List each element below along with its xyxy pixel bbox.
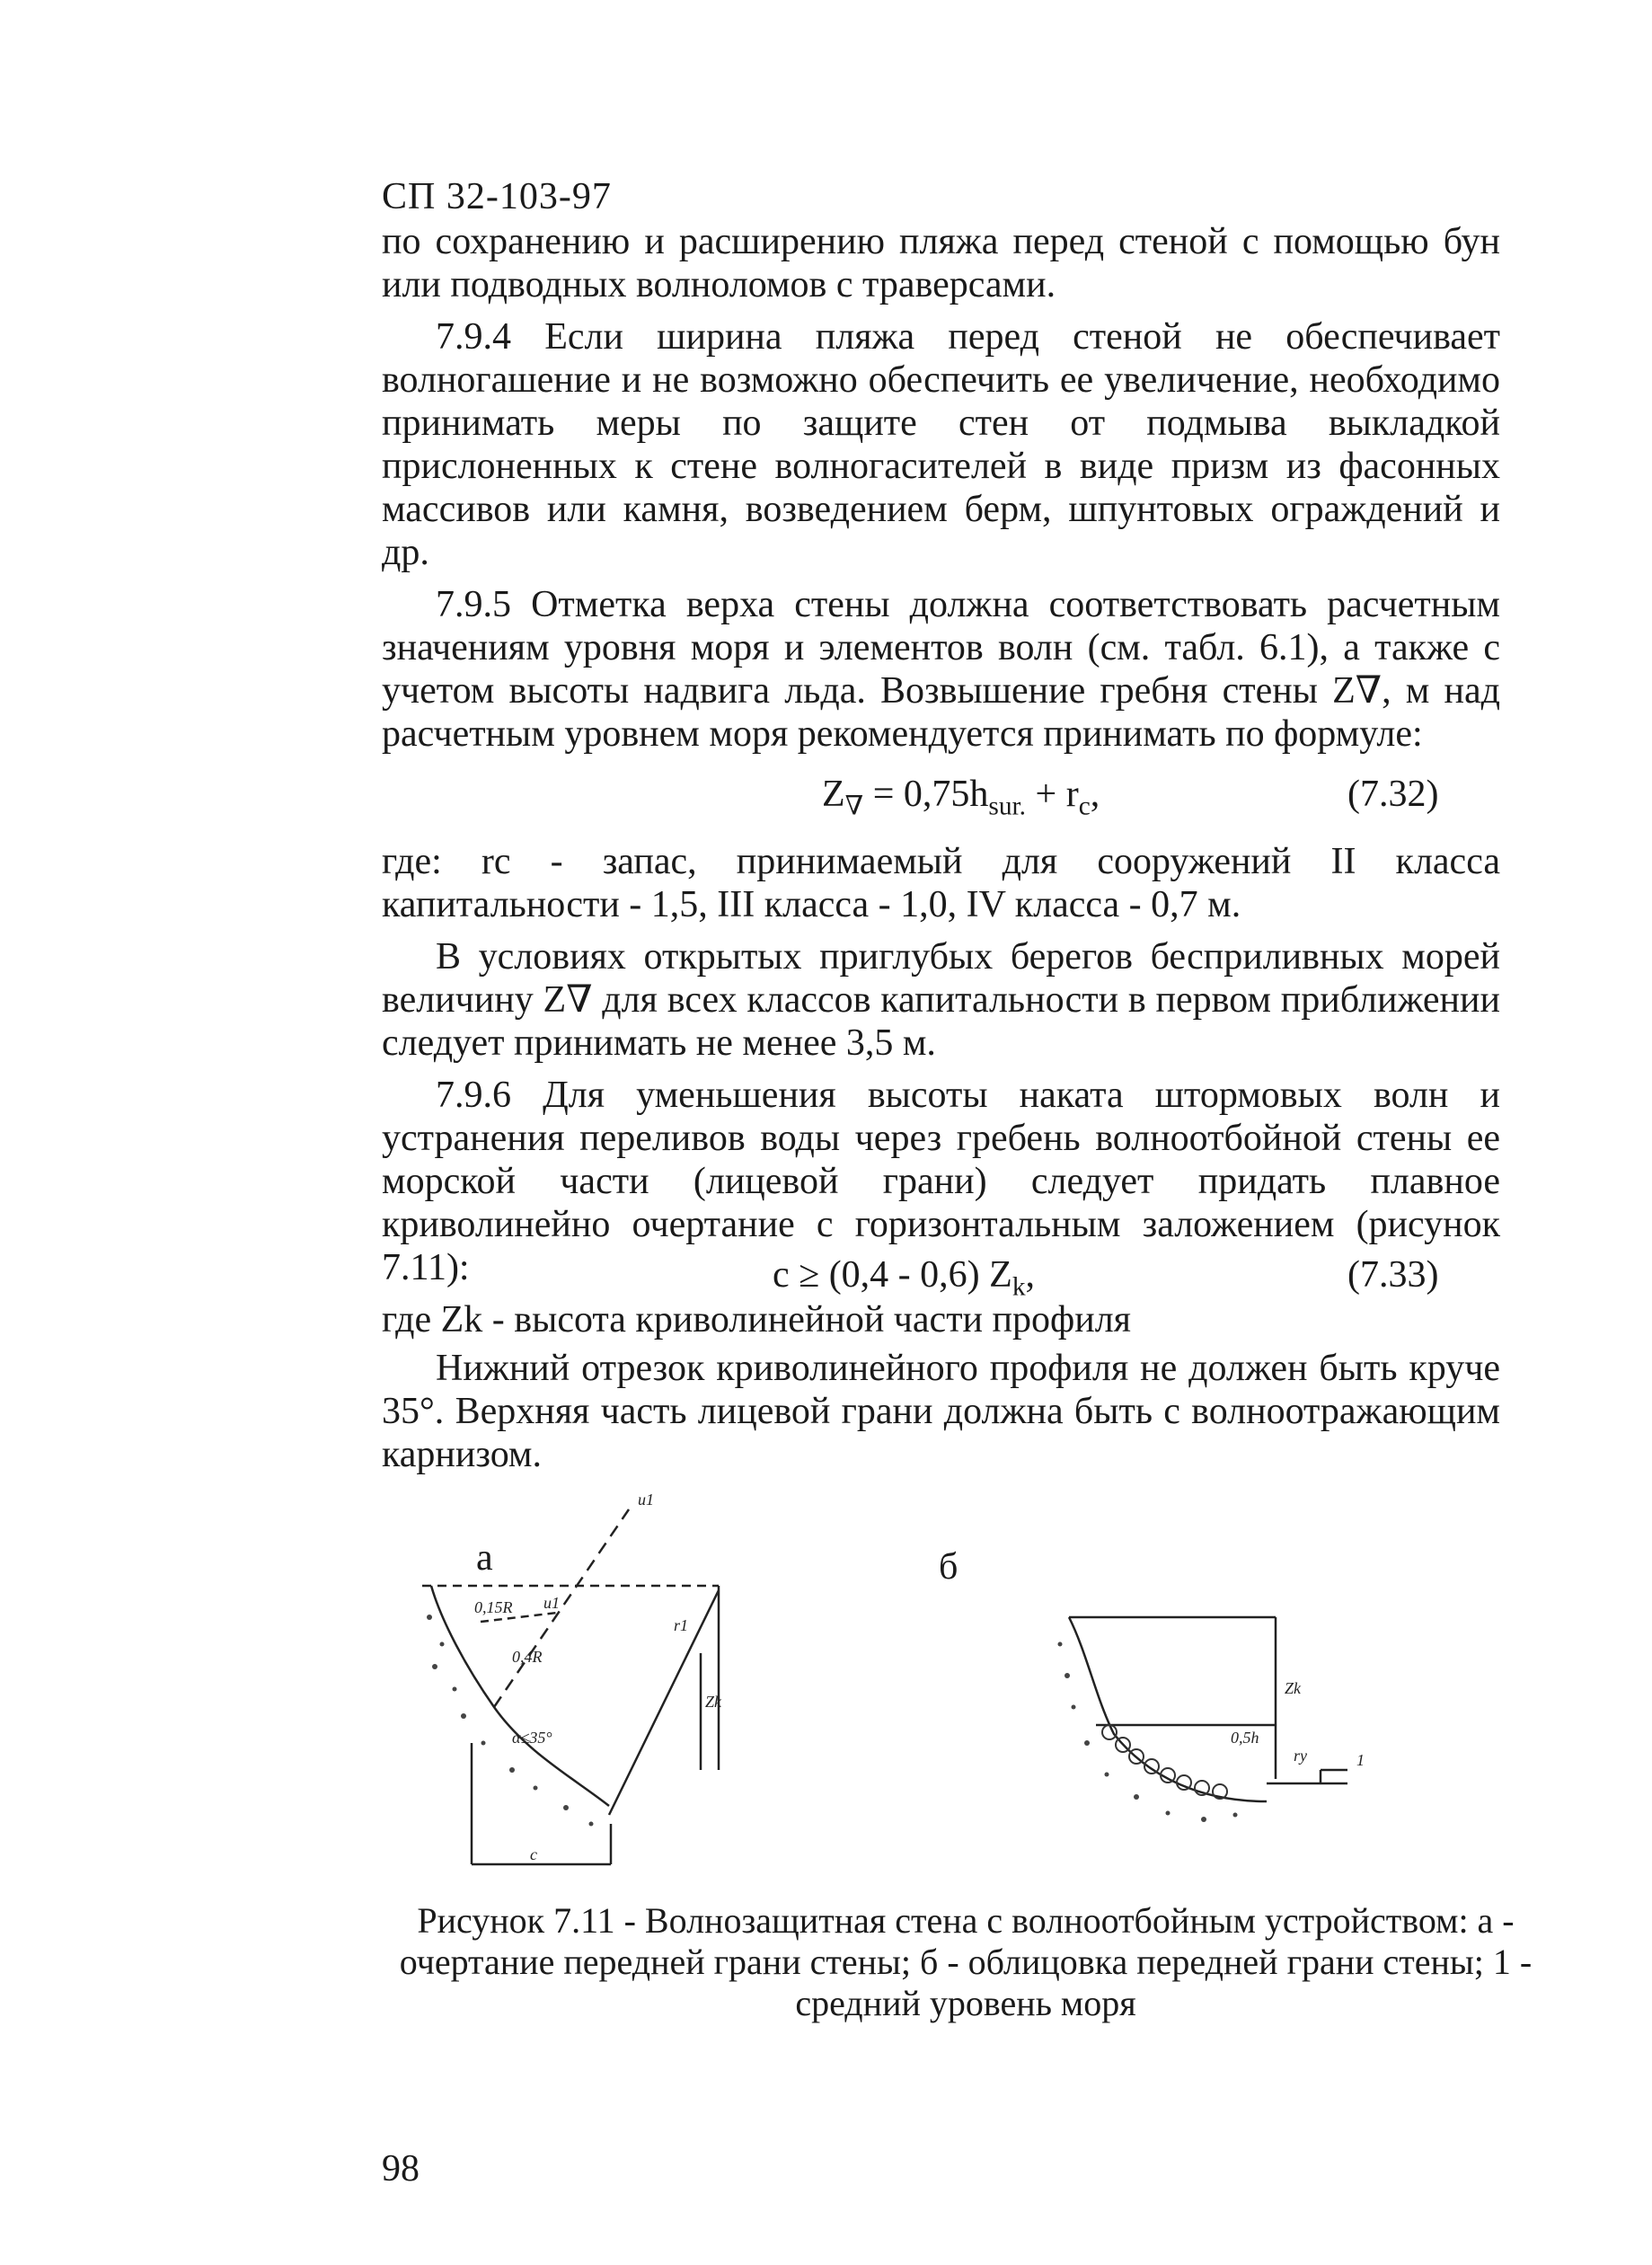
formula-7-33-number: (7.33) [1347,1254,1439,1296]
text-block-3 [382,1298,1500,1476]
paragraph-continuation: по сохранению и расширению пляжа перед стеной с помощью бун или подводных волноломов с траверсами. [382,221,1500,305]
text-block-1 [382,220,1500,756]
mark-alpha: α≤35° [512,1729,552,1747]
mark-04r: 0,4R [512,1648,543,1666]
figure-a-wall-profile [422,1509,719,1864]
paragraph-7-9-5: 7.9.5 Отметка верха стены должна соответствовать расчетным значениям уровня моря и элементов волн (см. табл. 6.1), а также с учетом высоты надвига льда. Возвышение гребня стены Z∇, м над расчетным уровнем моря рекомендуется принимать по формуле: [382,584,1500,755]
text-block-2 [382,840,1500,1289]
formula-7-32: $Z_\nabla = 0,75h_{sur.} + r_c$, [822,774,1100,821]
figure-drawing [377,1473,1527,1887]
formula-7-33: c ≥ (0,4 - 0,6) $Z_k$, [773,1254,1036,1302]
mark-level-1: 1 [1356,1751,1365,1769]
mark-r1: r1 [674,1616,689,1634]
paragraph-7-9-6: 7.9.6 Для уменьшения высоты наката штормовых волн и устранения переливов воды через гребень волноотбойной стены ее морской части (лицевой грани) следует придать плавное криволинейно очертание с горизонтальным заложением (рисунок 7.11): [382,1075,1500,1288]
paragraph-where-rc: где: rc - запас, принимаемый для сооружений II класса капитальности - 1,5, III класса - 1,0, IV класса - 0,7 м. [382,841,1500,925]
formula-7-32-number: (7.32) [1347,774,1439,815]
document-code-header: СП 32-103-97 [382,176,612,217]
mark-015r: 0,15R [474,1598,513,1616]
mark-zk-a: Zk [705,1693,721,1711]
figure-a-ground-hatch [427,1615,594,1827]
paragraph-7-9-4: 7.9.4 Если ширина пляжа перед стеной не обеспечивает волногашение и не возможно обеспечить ее увеличение, необходимо принимать меры по защите стен от подмыва выкладкой прислоненных к стене волногасителей в виде призм из фасонных массивов или камня, возведением берм, шпунтовых ограждений и др. [382,316,1500,573]
mark-u1-top: u1 [638,1491,654,1509]
page-number: 98 [382,2148,420,2190]
figure-a-marks [474,1491,722,1863]
paragraph-where-zk: где Zk - высота криволинейной части профиля [382,1299,1131,1340]
figure-label-a: a [476,1537,493,1579]
paragraph-lower-segment: Нижний отрезок криволинейного профиля не должен быть круче 35°. Верхняя часть лицевой грани должна быть с волноотражающим карнизом. [382,1348,1500,1475]
figure-label-b: б [939,1546,959,1588]
figure-b-wall-profile [1069,1617,1347,1801]
mark-c: c [530,1845,537,1863]
figure-b-stone-lining [1102,1725,1227,1799]
figure-caption: Рисунок 7.11 - Волнозащитная стена с волноотбойным устройством: а - очертание передней грани стены; б - облицовка передней грани стены; 1 - средний уровень моря [399,1900,1533,2023]
mark-u1: u1 [543,1594,560,1612]
figure-7-11 [377,1473,1527,1887]
mark-ry: ry [1294,1747,1307,1765]
mark-zk-b: Zk [1285,1679,1301,1697]
paragraph-open-coast: В условиях открытых приглубых берегов бесприливных морей величину Z∇ для всех классов капитальности в первом приближении следует принимать не менее 3,5 м. [382,936,1500,1064]
mark-05h: 0,5h [1231,1729,1259,1747]
